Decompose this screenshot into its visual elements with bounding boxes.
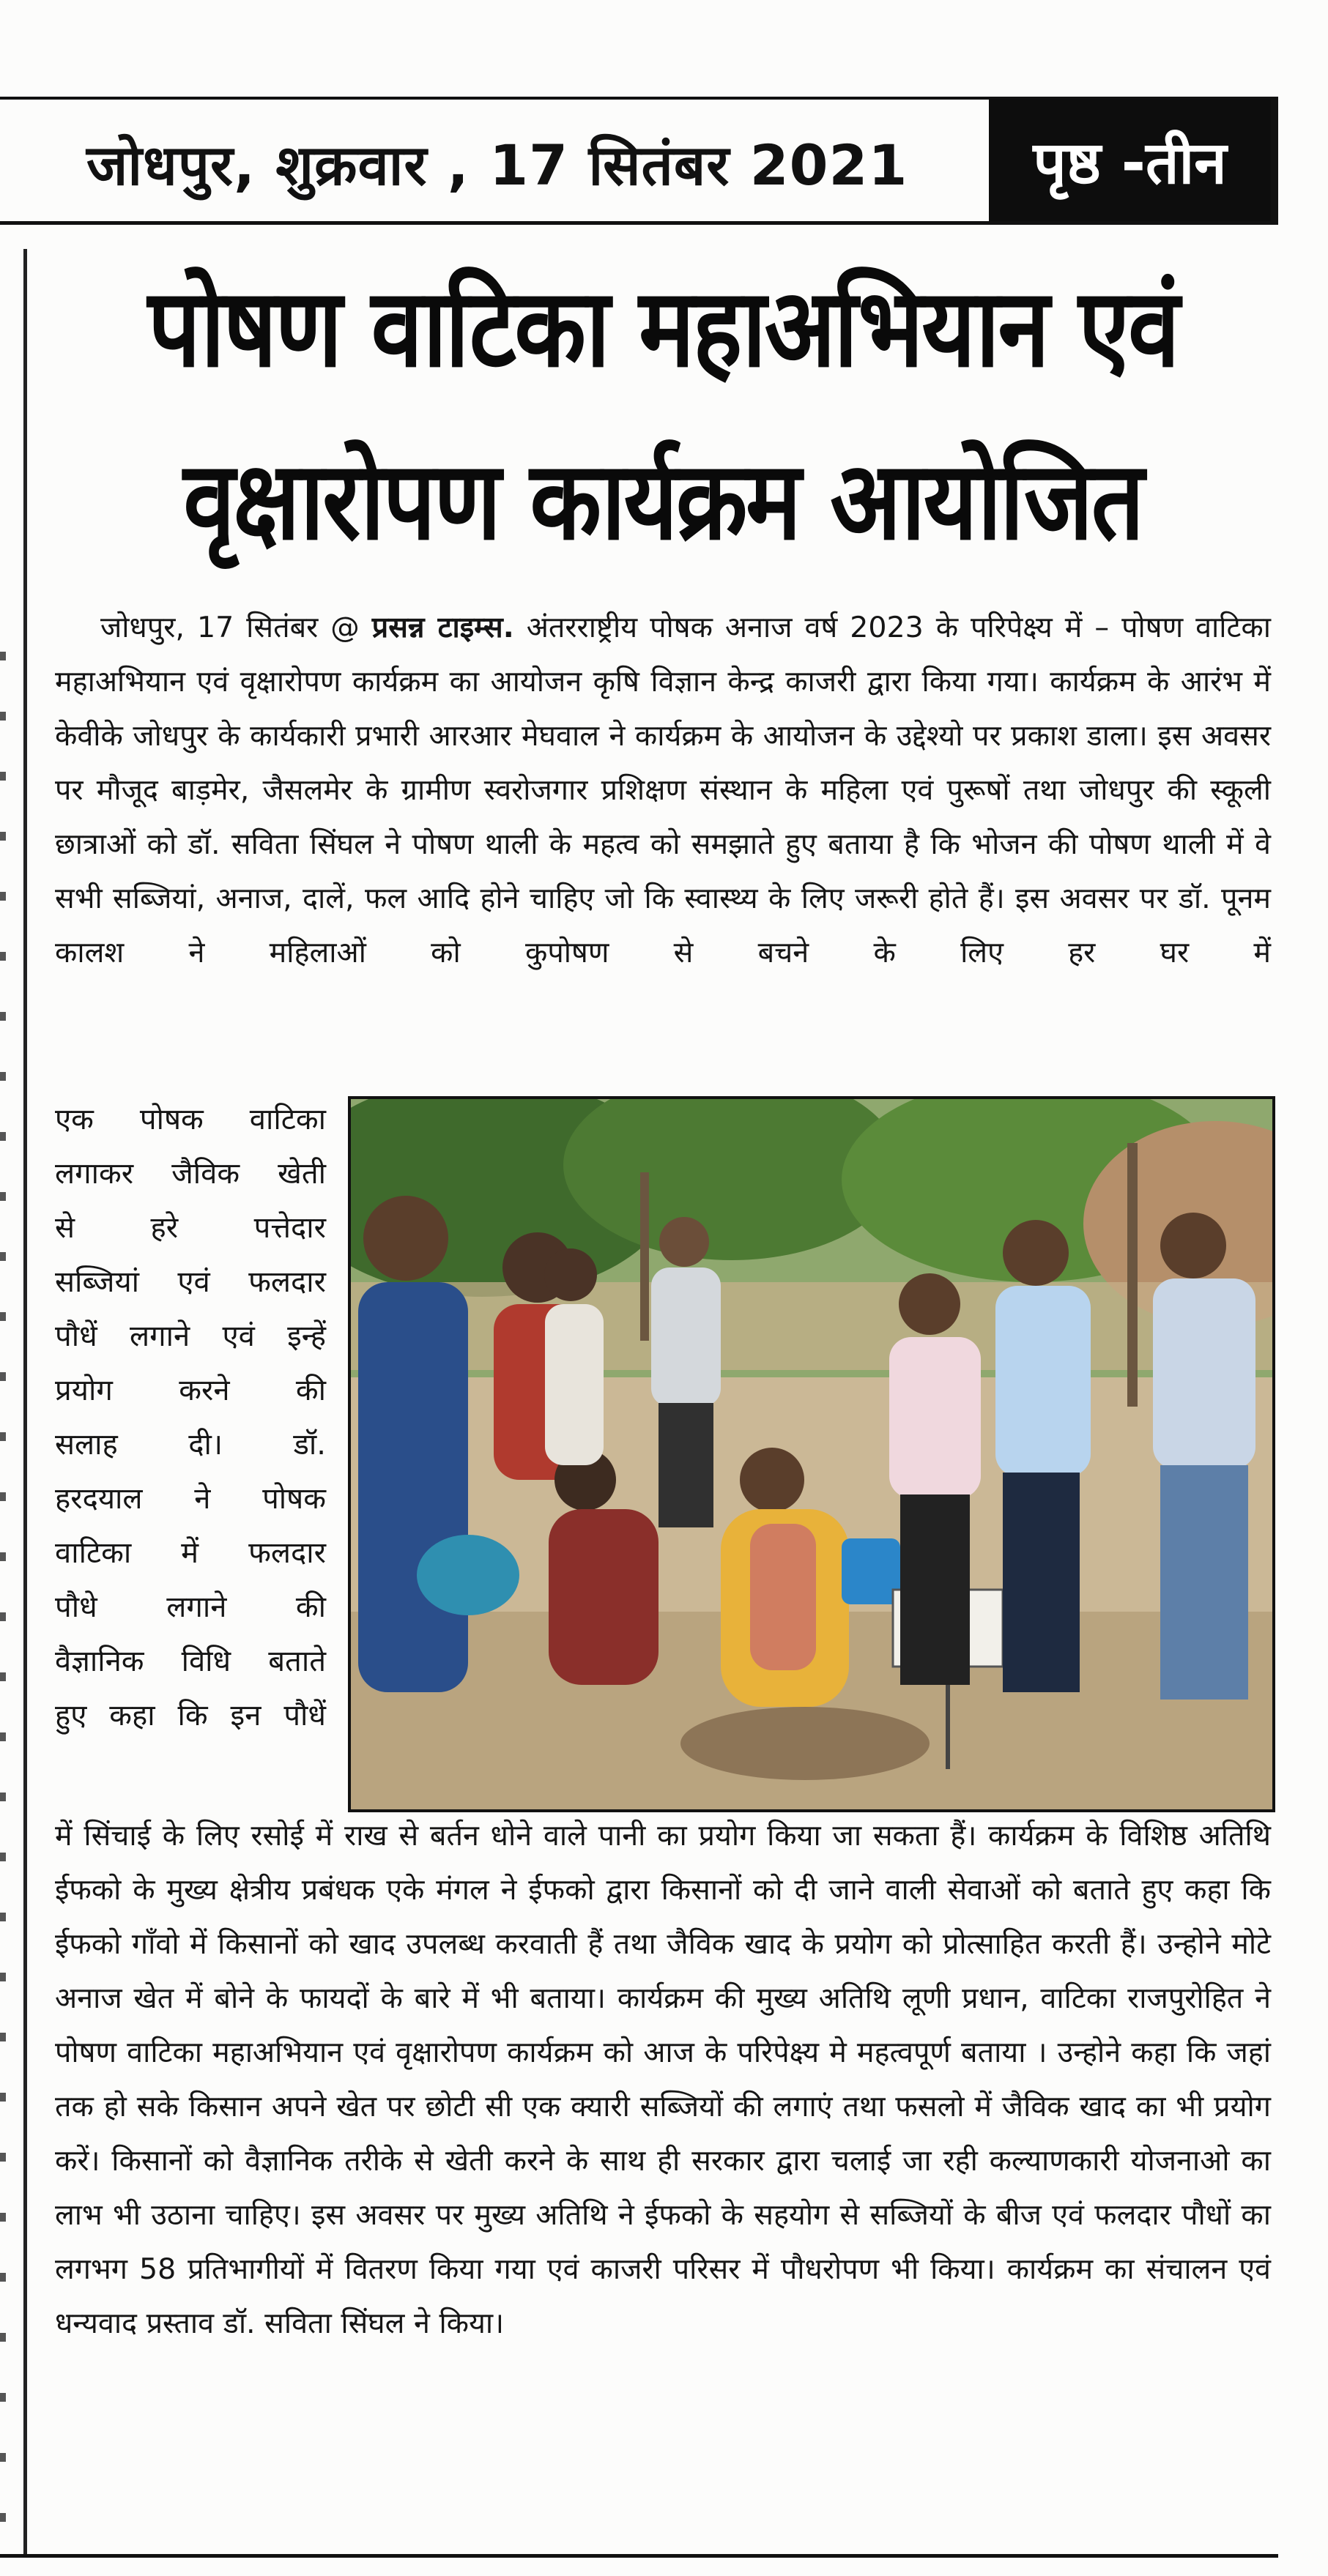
masthead-right-rule bbox=[1271, 97, 1278, 225]
bottom-rule bbox=[0, 2554, 1278, 2558]
person-blue-shirt bbox=[995, 1220, 1091, 1692]
headline-line-1: पोषण वाटिका महाअभियान एवं bbox=[147, 265, 1179, 391]
wrap-line: हुए कहा कि इन पौधें bbox=[55, 1699, 326, 1732]
bucket bbox=[842, 1538, 900, 1604]
wrap-column bbox=[55, 1092, 326, 1743]
event-photo bbox=[348, 1096, 1275, 1812]
wrap-line: लगाकर जैविक खेती bbox=[55, 1157, 326, 1191]
wrap-line: प्रयोग करने की bbox=[55, 1374, 326, 1407]
intro-text: अंतरराष्ट्रीय पोषक अनाज वर्ष 2023 के परिपेक्ष्य में – पोषण वाटिका महाअभियान एवं वृक्षारोपण कार्यक्रम का आयोजन कृषि विज्ञान केन्द्र काजरी द्वारा किया गया। कार्यक्रम के आरंभ में केवीके जोधपुर के कार्यकारी प्रभारी आरआर मेघवाल ने कार्यक्रम के आयोजन के उद्देश्यो पर प्रकाश डाला। इस अवसर पर मौजूद बाड़मेर, जैसलमेर के ग्रामीण स्वरोजगार प्रशिक्षण संस्थान के महिला एवं पुरूषों तथा जोधपुर की स्कूली छात्राओं को डॉ. सविता सिंघल ने पोषण थाली के महत्व को समझाते हुए बताया है कि भोजन की पोषण थाली में वे सभी सब्जियां, अनाज, दालें, फल आदि होने चाहिए जो कि स्वास्थ्य के लिए जरूरी होते हैं। इस अवसर पर डॉ. पूनम कालश ने महिलाओं को कुपोषण से बचने के लिए हर घर में bbox=[55, 611, 1271, 969]
wrap-line: सलाह दी। डॉ. bbox=[55, 1428, 326, 1462]
column-rule-marks bbox=[0, 600, 6, 2541]
wrap-line: हरदयाल ने पोषक bbox=[55, 1482, 326, 1516]
article-headline bbox=[40, 242, 1286, 587]
column-rule bbox=[23, 249, 27, 2555]
page-number-label: पृष्ठ -तीन bbox=[989, 100, 1271, 221]
headline-line-2: वृक्षारोपण कार्यक्रम आयोजित bbox=[183, 438, 1143, 564]
article-intro bbox=[55, 600, 1271, 980]
article-place-date: जोधपुर, 17 सितंबर @ bbox=[100, 611, 360, 644]
wrap-line: से हरे पत्तेदार bbox=[55, 1211, 326, 1245]
person-right bbox=[1153, 1213, 1255, 1700]
person-white bbox=[544, 1248, 604, 1465]
article-continuation bbox=[55, 1809, 1271, 2350]
wrap-line: एक पोषक वाटिका bbox=[55, 1103, 326, 1136]
wrap-line: पौधें लगाने एवं इन्हें bbox=[55, 1319, 326, 1353]
intro-paragraph bbox=[55, 600, 1271, 980]
event-photo-illustration bbox=[351, 1099, 1272, 1809]
wrap-line: वैज्ञानिक विधि बताते bbox=[55, 1645, 326, 1678]
masthead-dateline: जोधपुर, शुक्रवार , 17 सितंबर 2021 bbox=[86, 133, 908, 198]
wrap-line: सब्जियां एवं फलदार bbox=[55, 1265, 326, 1299]
wrap-line: वाटिका में फलदार bbox=[55, 1536, 326, 1570]
outro-text: में सिंचाई के लिए रसोई में राख से बर्तन धोने वाले पानी का प्रयोग किया जा सकता हैं। कार्यक्रम के विशिष्ठ अतिथि ईफको के मुख्य क्षेत्रीय प्रबंधक एके मंगल ने ईफको द्वारा किसानों को दी जाने वाली सेवाओं को बताते हुए कहा कि ईफको गाँवो में किसानों को खाद उपलब्ध करवाती हैं तथा जैविक खाद के प्रयोग को प्रोत्साहित करती हैं। उन्होने मोटे अनाज खेत में बोने के फायदों के बारे में भी बताया। कार्यक्रम की मुख्य अतिथि लूणी प्रधान, वाटिका राजपुरोहित ने पोषण वाटिका महाअभियान एवं वृक्षारोपण कार्यक्रम को आज के परिपेक्ष्य मे महत्वपूर्ण बताया । उन्होने कहा कि जहां तक हो सके किसान अपने खेत पर छोटी सी एक क्यारी सब्जियों की लगाएं तथा फसलो में जैविक खाद का भी प्रयोग करें। किसानों को वैज्ञानिक तरीके से खेती करने के साथ ही सरकार द्वारा चलाई जा रही कल्याणकारी योजनाओ का लाभ भी उठाना चाहिए। इस अवसर पर मुख्य अतिथि ने ईफको के सहयोग से सब्जियों के बीज एवं फलदार पौधों का लगभग 58 प्रतिभागीयों में वितरण किया गया एवं काजरी परिसर में पौधरोपण भी किया। कार्यक्रम का संचालन एवं धन्यवाद प्रस्ताव डॉ. सविता सिंघल ने किया। bbox=[55, 1819, 1271, 2340]
wrap-line: पौधे लगाने की bbox=[55, 1590, 326, 1624]
article-byline: प्रसन्न टाइम्स. bbox=[371, 611, 514, 644]
